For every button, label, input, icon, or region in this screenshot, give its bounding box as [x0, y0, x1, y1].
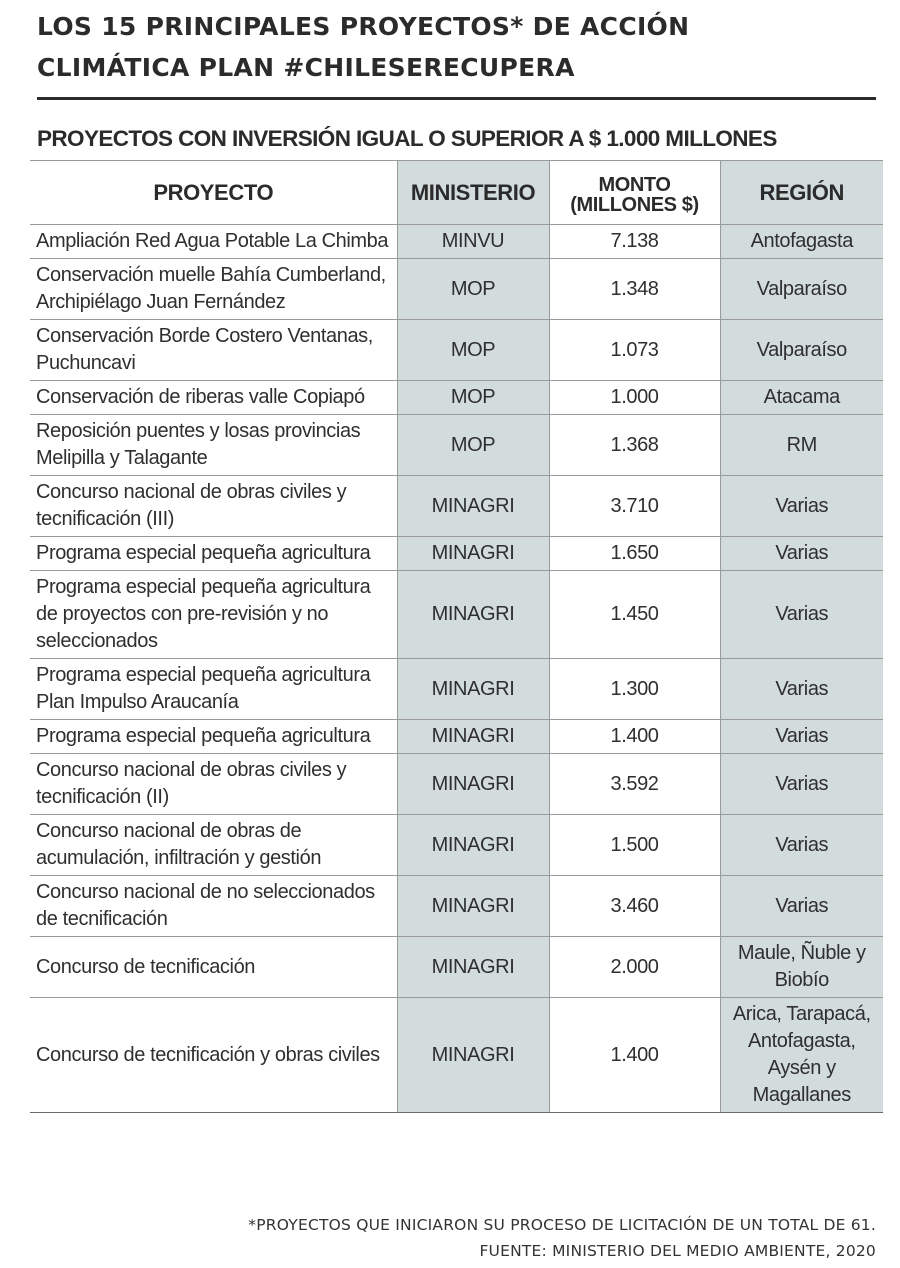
footnote-source: FUENTE: MINISTERIO DEL MEDIO AMBIENTE, 2020: [479, 1242, 876, 1260]
main-title-line-1: LOS 15 PRINCIPALES PROYECTOS* DE ACCIÓN: [37, 12, 690, 41]
header-monto-line-2: (MILLONES $): [570, 193, 699, 216]
region-line: Antofagasta: [750, 230, 853, 252]
cell-ministerio: MINAGRI: [397, 876, 549, 937]
region-line: Varias: [775, 677, 829, 700]
table-row: [30, 720, 883, 754]
projects-table: [30, 160, 883, 1113]
region-line: Varias: [775, 725, 829, 747]
subtitle: PROYECTOS CON INVERSIÓN IGUAL O SUPERIOR A $ 1.000 MILLONES: [37, 126, 777, 151]
proyecto-line: Conservación de riberas valle Copiapó: [36, 386, 365, 408]
proyecto-line: Concurso nacional de obras civiles y: [36, 481, 347, 503]
cell-ministerio: MINAGRI: [397, 754, 549, 815]
cell-region: [720, 720, 883, 754]
cell-proyecto: [30, 381, 397, 415]
table-row: [30, 659, 883, 720]
cell-ministerio: MINAGRI: [397, 998, 549, 1113]
cell-monto: 1.073: [549, 320, 720, 381]
cell-proyecto: [30, 937, 397, 998]
region-line: Varias: [775, 772, 829, 795]
table-row: [30, 571, 883, 659]
cell-monto: 1.300: [549, 659, 720, 720]
cell-region: [720, 815, 883, 876]
cell-ministerio: MOP: [397, 415, 549, 476]
proyecto-line: Concurso nacional de no seleccionados: [36, 881, 375, 903]
proyecto-line: Concurso de tecnificación: [36, 955, 256, 978]
proyecto-line: Programa especial pequeña agricultura: [36, 576, 371, 598]
proyecto-line: Concurso de tecnificación y obras civiles: [36, 1043, 380, 1066]
cell-region: [720, 537, 883, 571]
proyecto-line: Melipilla y Talagante: [36, 447, 208, 469]
proyecto-line: Puchuncavi: [36, 352, 136, 374]
cell-proyecto: [30, 225, 397, 259]
proyecto-line: Programa especial pequeña agricultura: [36, 664, 371, 686]
table-row: [30, 415, 883, 476]
cell-region: [720, 320, 883, 381]
proyecto-line: Archipiélago Juan Fernández: [36, 291, 286, 313]
region-line: Maule, Ñuble y: [737, 942, 866, 964]
cell-region: [720, 754, 883, 815]
proyecto-line: Concurso nacional de obras civiles y: [36, 759, 347, 781]
cell-monto: 1.450: [549, 571, 720, 659]
title-divider: [37, 97, 876, 100]
header-ministerio: MINISTERIO: [397, 161, 549, 225]
proyecto-line: Ampliación Red Agua Potable La Chimba: [36, 230, 389, 252]
cell-monto: 1.400: [549, 720, 720, 754]
region-line: Arica, Tarapacá,: [732, 1003, 871, 1025]
footnote: [16, 1212, 876, 1264]
cell-proyecto: [30, 415, 397, 476]
cell-proyecto: [30, 571, 397, 659]
table-row: [30, 998, 883, 1113]
footnote-note: *PROYECTOS QUE INICIARON SU PROCESO DE LICITACIÓN DE UN TOTAL DE 61.: [248, 1216, 876, 1234]
region-line: Magallanes: [752, 1084, 851, 1106]
region-line: Atacama: [763, 386, 840, 408]
region-line: Varias: [775, 494, 829, 517]
table-body: [30, 225, 883, 1113]
cell-proyecto: [30, 320, 397, 381]
region-line: Varias: [775, 894, 829, 917]
cell-proyecto: [30, 815, 397, 876]
proyecto-line: seleccionados: [36, 630, 158, 652]
table-row: [30, 815, 883, 876]
proyecto-line: acumulación, infiltración y gestión: [36, 847, 322, 869]
table-row: [30, 320, 883, 381]
region-line: Varias: [775, 542, 829, 564]
cell-region: [720, 415, 883, 476]
cell-monto: 1.000: [549, 381, 720, 415]
table-row: [30, 876, 883, 937]
table-row: [30, 937, 883, 998]
cell-ministerio: MINAGRI: [397, 659, 549, 720]
cell-region: [720, 659, 883, 720]
proyecto-line: Reposición puentes y losas provincias: [36, 420, 361, 442]
header-region: REGIÓN: [720, 161, 883, 225]
cell-region: [720, 259, 883, 320]
cell-ministerio: MOP: [397, 320, 549, 381]
region-line: Varias: [775, 603, 829, 625]
proyecto-line: Programa especial pequeña agricultura: [36, 725, 371, 747]
cell-monto: 3.592: [549, 754, 720, 815]
table-row: [30, 537, 883, 571]
cell-proyecto: [30, 476, 397, 537]
proyecto-line: Concurso nacional de obras de: [36, 820, 302, 842]
cell-region: [720, 381, 883, 415]
cell-ministerio: MOP: [397, 259, 549, 320]
proyecto-line: Plan Impulso Araucanía: [36, 691, 239, 713]
region-line: Aysén y: [767, 1057, 836, 1079]
proyecto-line: Conservación muelle Bahía Cumberland,: [36, 264, 386, 286]
region-line: Varias: [775, 833, 829, 856]
proyecto-line: Programa especial pequeña agricultura: [36, 542, 371, 564]
main-title: [37, 6, 867, 88]
cell-proyecto: [30, 876, 397, 937]
region-line: Antofagasta,: [747, 1030, 856, 1052]
region-line: Biobío: [774, 969, 829, 991]
table-header-row: [30, 161, 883, 225]
cell-region: [720, 476, 883, 537]
cell-ministerio: MINAGRI: [397, 815, 549, 876]
cell-ministerio: MINAGRI: [397, 720, 549, 754]
cell-region: [720, 937, 883, 998]
table-row: [30, 476, 883, 537]
cell-monto: 2.000: [549, 937, 720, 998]
proyecto-line: Conservación Borde Costero Ventanas,: [36, 325, 373, 347]
region-line: RM: [786, 433, 817, 456]
proyecto-line: de tecnificación: [36, 908, 168, 930]
cell-monto: 1.500: [549, 815, 720, 876]
cell-monto: 1.368: [549, 415, 720, 476]
header-monto: [549, 161, 720, 225]
cell-ministerio: MINAGRI: [397, 476, 549, 537]
cell-monto: 1.650: [549, 537, 720, 571]
table-row: [30, 754, 883, 815]
table-row: [30, 381, 883, 415]
cell-region: [720, 876, 883, 937]
proyecto-line: tecnificación (II): [36, 786, 169, 808]
cell-proyecto: [30, 720, 397, 754]
cell-ministerio: MINAGRI: [397, 571, 549, 659]
region-line: Valparaíso: [756, 338, 847, 361]
cell-monto: 1.400: [549, 998, 720, 1113]
header-monto-line-1: MONTO: [598, 173, 671, 196]
cell-proyecto: [30, 998, 397, 1113]
region-line: Valparaíso: [756, 277, 847, 300]
proyecto-line: de proyectos con pre-revisión y no: [36, 603, 329, 625]
main-title-line-2: CLIMÁTICA PLAN #CHILESERECUPERA: [37, 53, 575, 82]
cell-region: [720, 998, 883, 1113]
cell-monto: 3.460: [549, 876, 720, 937]
proyecto-line: tecnificación (III): [36, 508, 175, 530]
cell-proyecto: [30, 659, 397, 720]
cell-monto: 7.138: [549, 225, 720, 259]
cell-proyecto: [30, 259, 397, 320]
cell-proyecto: [30, 754, 397, 815]
cell-monto: 3.710: [549, 476, 720, 537]
header-proyecto: PROYECTO: [30, 161, 397, 225]
table-row: [30, 259, 883, 320]
cell-ministerio: MINAGRI: [397, 537, 549, 571]
cell-region: [720, 571, 883, 659]
cell-ministerio: MOP: [397, 381, 549, 415]
table-row: [30, 225, 883, 259]
cell-monto: 1.348: [549, 259, 720, 320]
cell-ministerio: MINVU: [397, 225, 549, 259]
cell-proyecto: [30, 537, 397, 571]
cell-ministerio: MINAGRI: [397, 937, 549, 998]
cell-region: [720, 225, 883, 259]
